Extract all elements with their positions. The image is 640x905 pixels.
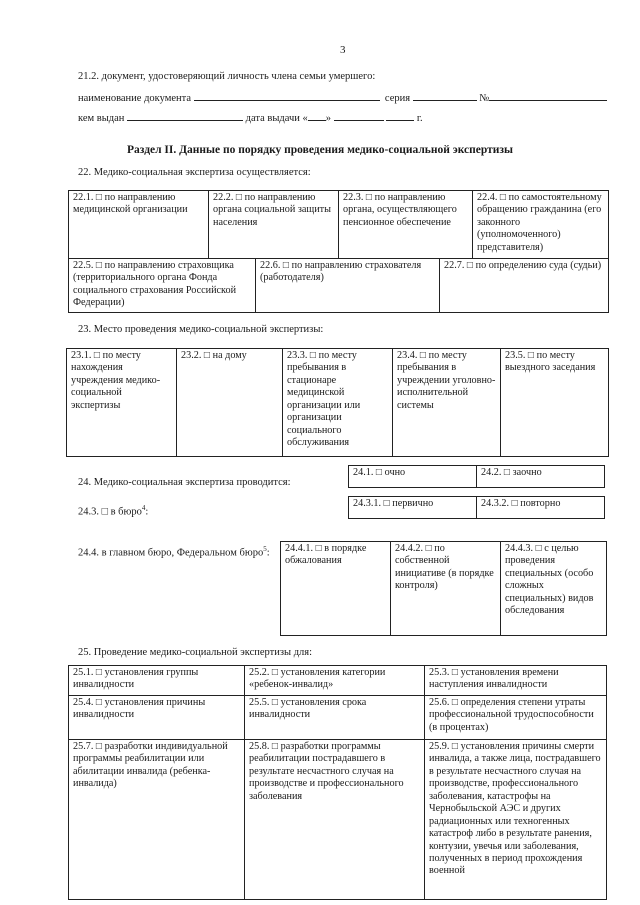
series-field[interactable] [413, 90, 477, 101]
s22-5-cell[interactable]: 22.5. □ по направлению страховщика (территориального органа Фонда социального страхования Российской Федерации) [69, 259, 256, 313]
s24-3-1-cell[interactable]: 24.3.1. □ первично [349, 497, 477, 519]
s24-4-3-cell[interactable]: 24.4.3. □ с целью проведения специальных (особо сложных специальных) видов обследования [501, 542, 607, 636]
issued-row [78, 110, 423, 125]
doc-name-label: наименование документа [78, 93, 192, 104]
s24-mode-table [348, 465, 605, 488]
s22-title: 22. Медико-социальная экспертиза осуществляется: [78, 167, 311, 178]
s24-2-cell[interactable]: 24.2. □ заочно [477, 466, 605, 488]
s25-1-cell[interactable]: 25.1. □ установления группы инвалидности [69, 666, 245, 696]
s21-2-title: 21.2. документ, удостоверяющий личность члена семьи умершего: [78, 71, 376, 82]
s22-4-cell[interactable]: 22.4. □ по самостоятельному обращению гражданина (его законного (уполномоченного) представителя) [473, 191, 609, 259]
s23-3-cell[interactable]: 23.3. □ по месту пребывания в стационаре медицинской организации или организации социального обслуживания [283, 349, 393, 457]
s22-1-cell[interactable]: 22.1. □ по направлению медицинской организации [69, 191, 209, 259]
section2-title: Раздел II. Данные по порядку проведения медико-социальной экспертизы [127, 144, 513, 156]
s22-6-cell[interactable]: 22.6. □ по направлению страхователя (работодателя) [256, 259, 440, 313]
s24-1-cell[interactable]: 24.1. □ очно [349, 466, 477, 488]
doc-name-field[interactable] [194, 90, 380, 101]
s25-title: 25. Проведение медико-социальной экспертизы для: [78, 647, 313, 658]
s24-4-label: 24.4. в главном бюро, Федеральном бюро$^5$: [78, 545, 270, 559]
s25-4-cell[interactable]: 25.4. □ установления причины инвалидности [69, 696, 245, 740]
footnote-5: 5 [263, 545, 267, 553]
s23-table [66, 348, 609, 457]
number-field[interactable] [489, 90, 607, 101]
s25-8-cell[interactable]: 25.8. □ разработки программы реабилитации пострадавшего в результате несчастного случая на производстве и профессионального заболевания [245, 740, 425, 900]
s25-6-cell[interactable]: 25.6. □ определения степени утраты профессиональной трудоспособности (в процентах) [425, 696, 607, 740]
s22-row2-table [68, 258, 609, 313]
issue-year-suffix: г. [416, 113, 423, 124]
issue-month-field[interactable] [334, 110, 384, 121]
s25-3-cell[interactable]: 25.3. □ установления времени наступления инвалидности [425, 666, 607, 696]
s24-4-label-text: 24.4. в главном бюро, Федеральном бюро [78, 547, 264, 559]
s22-row1-table [68, 190, 609, 259]
s23-2-cell[interactable]: 23.2. □ на дому [177, 349, 283, 457]
issue-year-field[interactable] [386, 110, 414, 121]
s25-5-cell[interactable]: 25.5. □ установления срока инвалидности [245, 696, 425, 740]
s24-4-2-cell[interactable]: 24.4.2. □ по собственной инициативе (в порядке контроля) [391, 542, 501, 636]
s22-3-cell[interactable]: 22.3. □ по направлению органа, осуществляющего пенсионное обеспечение [339, 191, 473, 259]
s23-title: 23. Место проведения медико-социальной экспертизы: [78, 324, 324, 335]
s23-5-cell[interactable]: 23.5. □ по месту выездного заседания [501, 349, 609, 457]
issue-day-field[interactable] [308, 110, 326, 121]
s24-3-2-cell[interactable]: 24.3.2. □ повторно [477, 497, 605, 519]
doc-name-row [78, 90, 607, 105]
s24-3-label: 24.3. □ в бюро$^4$: [78, 504, 149, 518]
s23-1-cell[interactable]: 23.1. □ по месту нахождения учреждения медико-социальной экспертизы [67, 349, 177, 457]
s24-4-table [280, 541, 607, 636]
s22-2-cell[interactable]: 22.2. □ по направлению органа социальной защиты населения [209, 191, 339, 259]
issue-date-mid: » [325, 113, 332, 124]
series-label: серия [384, 93, 411, 104]
s25-7-cell[interactable]: 25.7. □ разработки индивидуальной программы реабилитации или абилитации инвалида (ребенка-инвалида) [69, 740, 245, 900]
footnote-4: 4 [141, 504, 146, 512]
issued-by-field[interactable] [127, 110, 243, 121]
page-number: 3 [340, 44, 346, 56]
s24-4-1-cell[interactable]: 24.4.1. □ в порядке обжалования [281, 542, 391, 636]
s24-3-table [348, 496, 605, 519]
s25-2-cell[interactable]: 25.2. □ установления категории «ребенок-инвалид» [245, 666, 425, 696]
s24-title: 24. Медико-социальная экспертиза проводится: [78, 477, 291, 488]
s24-3-label-text: 24.3. □ в бюро [78, 506, 142, 518]
s25-table [68, 665, 607, 900]
s25-9-cell[interactable]: 25.9. □ установления причины смерти инвалида, а также лица, пострадавшего в результате несчастного случая на производстве, профессионального заболевания, катастрофы на Чернобыльской АЭС и других радиационных или техногенных катастроф либо в результате ранения, контузии, увечья или заболевания, полученных в период прохождения военной [425, 740, 607, 900]
issue-date-label: дата выдачи « [245, 113, 308, 124]
number-label: № [479, 93, 490, 104]
s23-4-cell[interactable]: 23.4. □ по месту пребывания в учреждении уголовно-исполнительной системы [393, 349, 501, 457]
s22-7-cell[interactable]: 22.7. □ по определению суда (судьи) [440, 259, 609, 313]
issued-by-label: кем выдан [78, 113, 125, 124]
